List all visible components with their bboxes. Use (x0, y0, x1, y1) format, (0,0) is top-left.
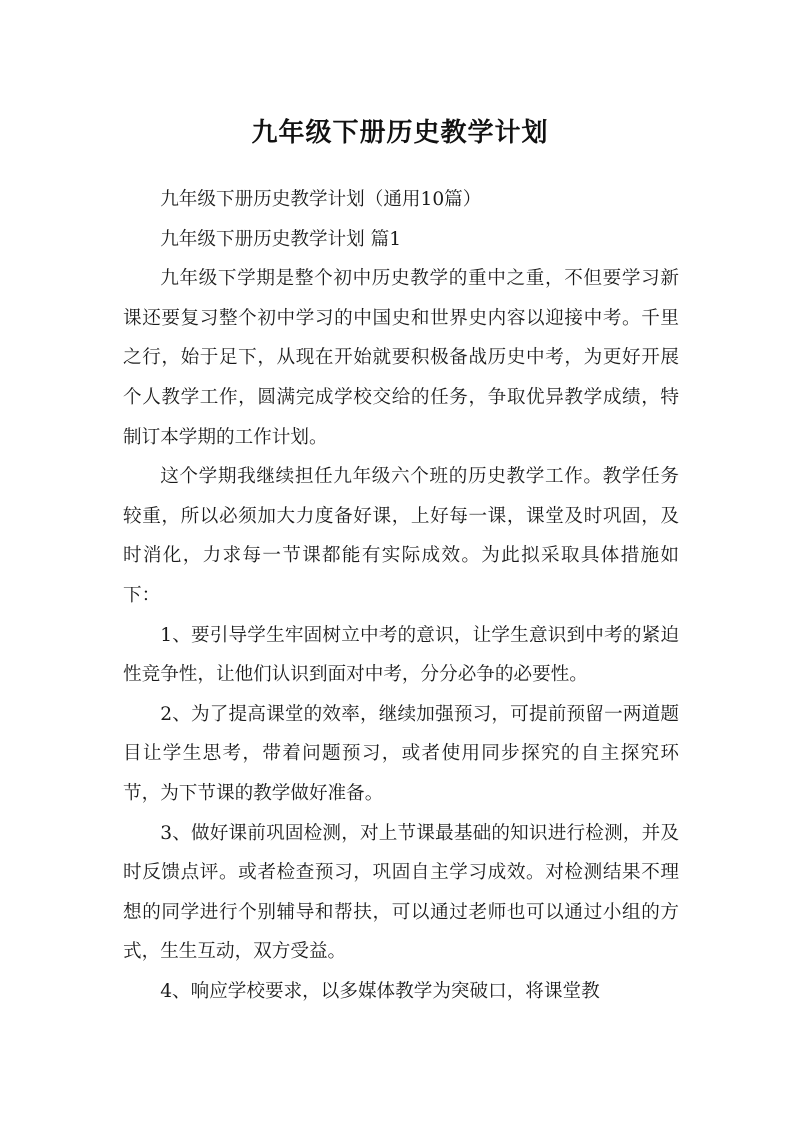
page-title: 九年级下册历史教学计划 (251, 118, 549, 149)
section-heading: 九年级下册历史教学计划 篇1 (160, 228, 402, 250)
subtitle-paragraph: 九年级下册历史教学计划（通用10篇） (160, 189, 482, 210)
body-paragraph: 九年级下学期是整个初中历史教学的重中之重，不但要学习新课还要复习整个初中学习的中国史和世界史内容以迎接中考。千里之行，始于足下，从现在开始就要积极备战历史中考，为更好开展个人教学工作，圆满完成学校交给的任务，争取优异教学成绩，特制订本学期的工作计划。 (123, 268, 679, 448)
document-body (123, 180, 679, 1011)
list-item: 1、要引导学生牢固树立中考的意识，让学生意识到中考的紧迫性竞争性，让他们认识到面对中考，分分必争的必要性。 (123, 624, 679, 686)
list-item: 2、为了提高课堂的效率，继续加强预习，可提前预留一两道题目让学生思考，带着问题预习，或者使用同步探究的自主探究环节，为下节课的教学做好准备。 (123, 703, 679, 804)
list-item: 4、响应学校要求，以多媒体教学为突破口，将课堂教 (160, 980, 600, 1002)
body-paragraph: 这个学期我继续担任九年级六个班的历史教学工作。教学任务较重，所以必须加大力度备好课，上好每一课，课堂及时巩固，及时消化，力求每一节课都能有实际成效。为此拟采取具体措施如下： (123, 466, 679, 606)
list-item: 3、做好课前巩固检测，对上节课最基础的知识进行检测，并及时反馈点评。或者检查预习，巩固自主学习成效。对检测结果不理想的同学进行个别辅导和帮扶，可以通过老师也可以通过小组的方式，生生互动，双方受益。 (123, 822, 679, 963)
